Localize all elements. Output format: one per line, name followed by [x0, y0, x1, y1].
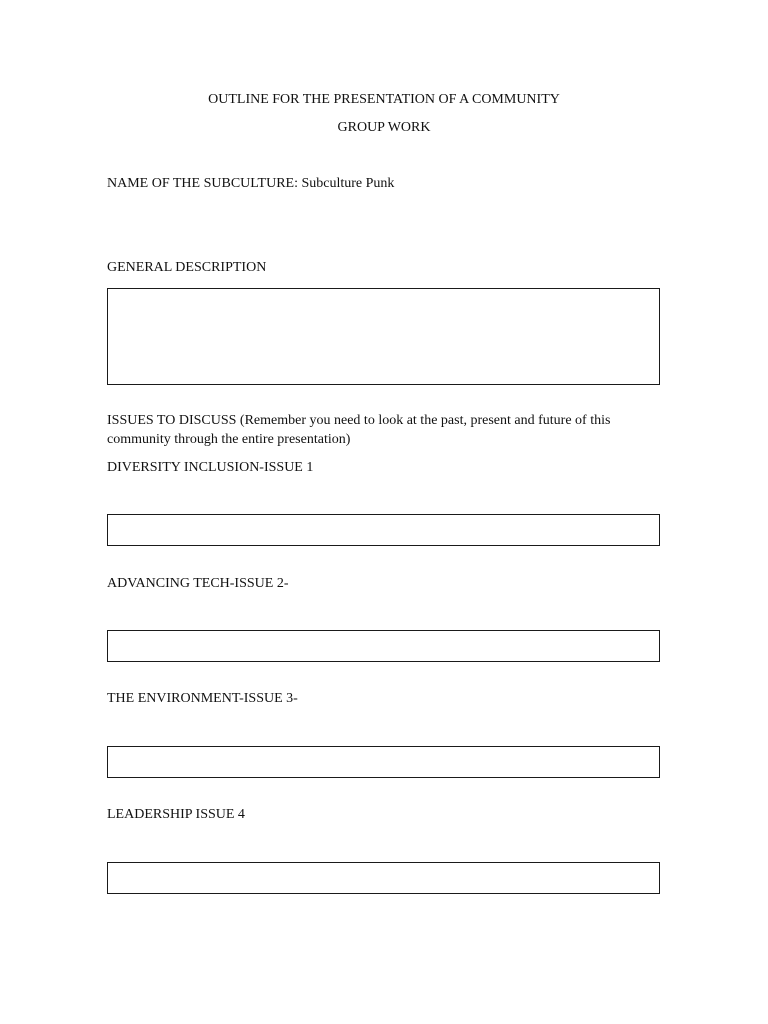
issue-4-box[interactable] — [107, 862, 660, 894]
subculture-name-row — [107, 175, 394, 193]
issues-intro-line-2: community through the entire presentation) — [107, 432, 351, 447]
subculture-name-value: Subculture Punk — [301, 176, 395, 191]
document-title-line-1: OUTLINE FOR THE PRESENTATION OF A COMMUNITY — [208, 92, 560, 107]
issue-2-box[interactable] — [107, 630, 660, 662]
general-description-box[interactable] — [107, 288, 660, 385]
document-title-line-2: GROUP WORK — [337, 120, 431, 135]
issue-1-box[interactable] — [107, 514, 660, 546]
issue-1-label: DIVERSITY INCLUSION-ISSUE 1 — [107, 460, 314, 475]
issue-3-box[interactable] — [107, 746, 660, 778]
issues-intro-line-1: ISSUES TO DISCUSS (Remember you need to look at the past, present and future of this — [107, 413, 611, 428]
issue-2-label: ADVANCING TECH-ISSUE 2- — [107, 576, 289, 591]
subculture-name-label: NAME OF THE SUBCULTURE: — [107, 176, 298, 191]
issue-3-label: THE ENVIRONMENT-ISSUE 3- — [107, 691, 298, 706]
general-description-label: GENERAL DESCRIPTION — [107, 260, 267, 275]
issue-4-label: LEADERSHIP ISSUE 4 — [107, 807, 245, 822]
